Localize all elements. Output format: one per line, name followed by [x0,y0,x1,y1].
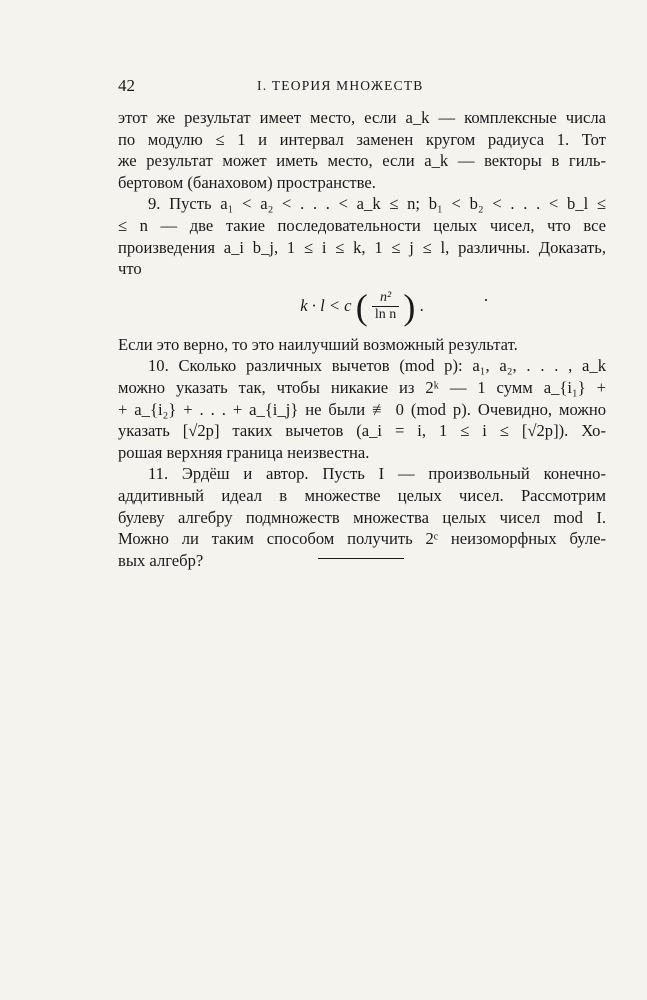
text-line: булеву алгебру подмножеств множества целых чисел mod I. [118,507,606,527]
text-line: Если это верно, то это наилучший возможный результат. [118,334,518,354]
text-line: рошая верхняя граница неизвестна. [118,442,370,462]
text-line: Можно ли таким способом получить 2ᶜ неизоморфных буле- [118,529,606,549]
display-formula [118,282,606,330]
formula-lhs: k · l < c [300,295,352,315]
left-paren: ( [355,286,368,327]
running-title: I. ТЕОРИЯ МНОЖЕСТВ [257,78,424,93]
page-header [0,76,647,100]
text-line: указать [√2p] таких вычетов (a_i = i, 1 ≤ i ≤ [√2p]). Хо- [118,421,606,441]
formula-fraction [372,290,399,323]
text-line: же результат может иметь место, если a_k — векторы в гиль- [118,151,606,171]
page-body [118,107,606,571]
text-line: можно указать так, чтобы никакие из 2ᵏ — 1 сумм a_{i₁} + [118,377,606,397]
section-end-rule [318,558,404,559]
text-line: вых алгебр? [118,550,204,570]
formula-end: . [419,295,424,315]
speck [485,299,487,301]
text-line: ≤ n — две такие последовательности целых чисел, что все [118,215,606,235]
text-line: этот же результат имеет место, если a_k — комплексные числа [118,108,606,127]
right-paren: ) [403,286,416,327]
problem-9-line: 9. Пусть a₁ < a₂ < . . . < a_k ≤ n; b₁ < b₂ < . . . < b_l ≤ [148,194,606,214]
text-line: произведения a_i b_j, 1 ≤ i ≤ k, 1 ≤ j ≤ l, различны. Доказать, [118,237,606,257]
formula-denominator: ln n [374,307,397,323]
text-line: что [118,259,142,279]
text-line: по модулю ≤ 1 и интервал заменен кругом радиуса 1. Тот [118,129,606,149]
text-line: + a_{i₂} + . . . + a_{i_j} не были ≢ 0 (mod p). Очевидно, можно [118,399,606,419]
problem-10-line: 10. Сколько различных вычетов (mod p): a₁, a₂, . . . , a_k [148,356,606,376]
text-line: бертовом (банаховом) пространстве. [118,172,376,192]
problem-11-line: 11. Эрдёш и автор. Пусть I — произвольный конечно- [148,464,606,484]
page-number: 42 [118,76,135,95]
formula-numerator: n² [372,290,399,307]
text-line: аддитивный идеал в множестве целых чисел. Рассмотрим [118,485,606,505]
